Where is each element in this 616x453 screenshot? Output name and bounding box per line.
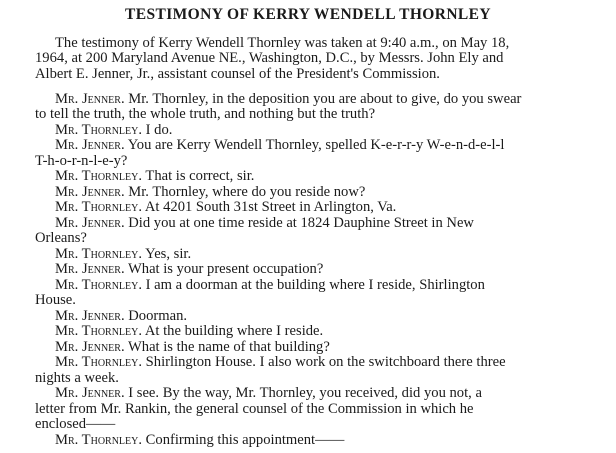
testimony-text: Mr. Thornley, where do you reside now? bbox=[124, 184, 366, 200]
testimony-text: T-h-o-r-n-l-e-y? bbox=[35, 153, 128, 169]
speaker-label: Mr. Thornley. bbox=[55, 432, 143, 448]
speaker-label: Mr. Thornley. bbox=[55, 122, 143, 138]
testimony-text: Shirlington House. I also work on the switchboard there three bbox=[142, 354, 506, 370]
testimony-text: Did you at one time reside at 1824 Dauphine Street in New bbox=[124, 215, 474, 231]
testimony-text: At 4201 South 31st Street in Arlington, Va. bbox=[142, 199, 397, 215]
testimony-text: letter from Mr. Rankin, the general counsel of the Commission in which he bbox=[35, 401, 474, 417]
testimony-text: What is the name of that building? bbox=[124, 339, 330, 355]
speaker-label: Mr. Jenner. bbox=[55, 215, 125, 231]
page-title: TESTIMONY OF KERRY WENDELL THORNLEY bbox=[124, 6, 491, 23]
testimony-text: enclosed—— bbox=[35, 416, 116, 432]
speaker-label: Mr. Thornley. bbox=[55, 168, 143, 184]
testimony-text: I am a doorman at the building where I reside, Shirlington bbox=[142, 277, 485, 293]
testimony-text: House. bbox=[35, 292, 76, 308]
testimony-text: What is your present occupation? bbox=[124, 261, 324, 277]
speaker-label: Mr. Jenner. bbox=[55, 261, 125, 277]
speaker-label: Mr. Jenner. bbox=[55, 308, 125, 324]
speaker-label: Mr. Thornley. bbox=[55, 323, 143, 339]
testimony-text: I do. bbox=[142, 122, 173, 138]
speaker-label: Mr. Jenner. bbox=[55, 91, 125, 107]
intro-line: Albert E. Jenner, Jr., assistant counsel of the President's Commission. bbox=[35, 66, 440, 82]
speaker-label: Mr. Jenner. bbox=[55, 339, 125, 355]
testimony-text: I see. By the way, Mr. Thornley, you received, did you not, a bbox=[124, 385, 482, 401]
speaker-label: Mr. Jenner. bbox=[55, 137, 125, 153]
speaker-label: Mr. Thornley. bbox=[55, 277, 143, 293]
testimony-text: nights a week. bbox=[35, 370, 119, 386]
testimony-line bbox=[55, 276, 485, 294]
testimony-line bbox=[55, 431, 344, 449]
testimony-text: At the building where I reside. bbox=[142, 323, 324, 339]
intro-line: The testimony of Kerry Wendell Thornley was taken at 9:40 a.m., on May 18, bbox=[55, 35, 510, 51]
testimony-text: Confirming this appointment—— bbox=[142, 432, 345, 448]
testimony-text: Yes, sir. bbox=[142, 246, 192, 262]
testimony-text: That is correct, sir. bbox=[142, 168, 255, 184]
speaker-label: Mr. Thornley. bbox=[55, 354, 143, 370]
speaker-label: Mr. Thornley. bbox=[55, 246, 143, 262]
testimony-text: You are Kerry Wendell Thornley, spelled K-e-r-r-y W-e-n-d-e-l-l bbox=[124, 137, 505, 153]
testimony-text: Doorman. bbox=[124, 308, 188, 324]
intro-line: 1964, at 200 Maryland Avenue NE., Washington, D.C., by Messrs. John Ely and bbox=[35, 50, 504, 66]
testimony-line bbox=[55, 214, 474, 232]
testimony-text: Orleans? bbox=[35, 230, 87, 246]
testimony-text: Mr. Thornley, in the deposition you are about to give, do you swear bbox=[124, 91, 522, 107]
speaker-label: Mr. Jenner. bbox=[55, 184, 125, 200]
speaker-label: Mr. Jenner. bbox=[55, 385, 125, 401]
testimony-line bbox=[55, 353, 506, 371]
speaker-label: Mr. Thornley. bbox=[55, 199, 143, 215]
testimony-text: to tell the truth, the whole truth, and nothing but the truth? bbox=[35, 106, 376, 122]
